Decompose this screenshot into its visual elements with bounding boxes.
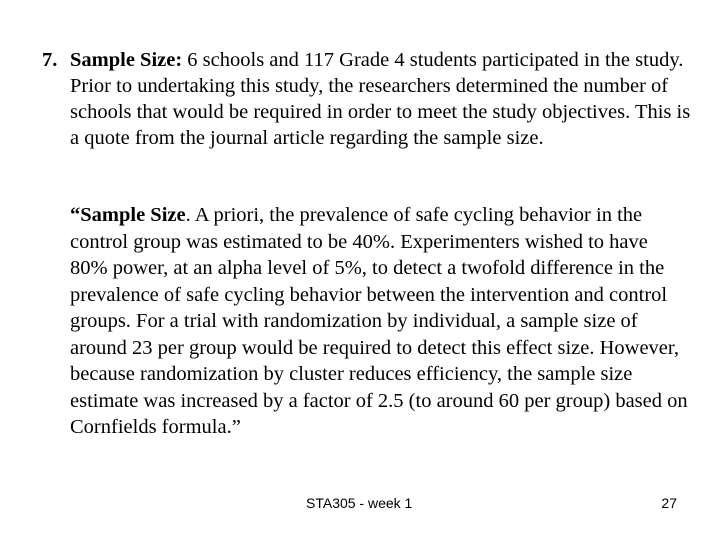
page-number: 27 [661,495,677,511]
item-heading: Sample Size: [70,49,183,71]
quote-open-mark: “ [70,204,81,226]
sample-size-item [42,47,692,151]
quote-heading: Sample Size [80,204,186,226]
item-number: 7. [42,49,58,71]
item-text: 6 schools and 117 Grade 4 students participated in the study. Prior to undertaking this study, the researchers determined the number of schools that would be required in order to meet the study objectives. This is a quote from the journal article regarding the sample size. [70,49,691,149]
item-body [70,47,692,151]
journal-quote [70,202,690,441]
footer-course-label: STA305 - week 1 [306,495,413,511]
quote-text: . A priori, the prevalence of safe cycling behavior in the control group was estimated to be 40%. Experimenters wished to have 80% power, at an alpha level of 5%, to detect a twofold difference in the prevalence of safe cycling behavior between the intervention and control groups. For a trial with randomization by individual, a sample size of around 23 per group would be required to detect this effect size. However, because randomization by cluster reduces efficiency, the sample size estimate was increased by a factor of 2.5 (to around 60 per group) based on Cornfields formula.” [70,204,688,438]
